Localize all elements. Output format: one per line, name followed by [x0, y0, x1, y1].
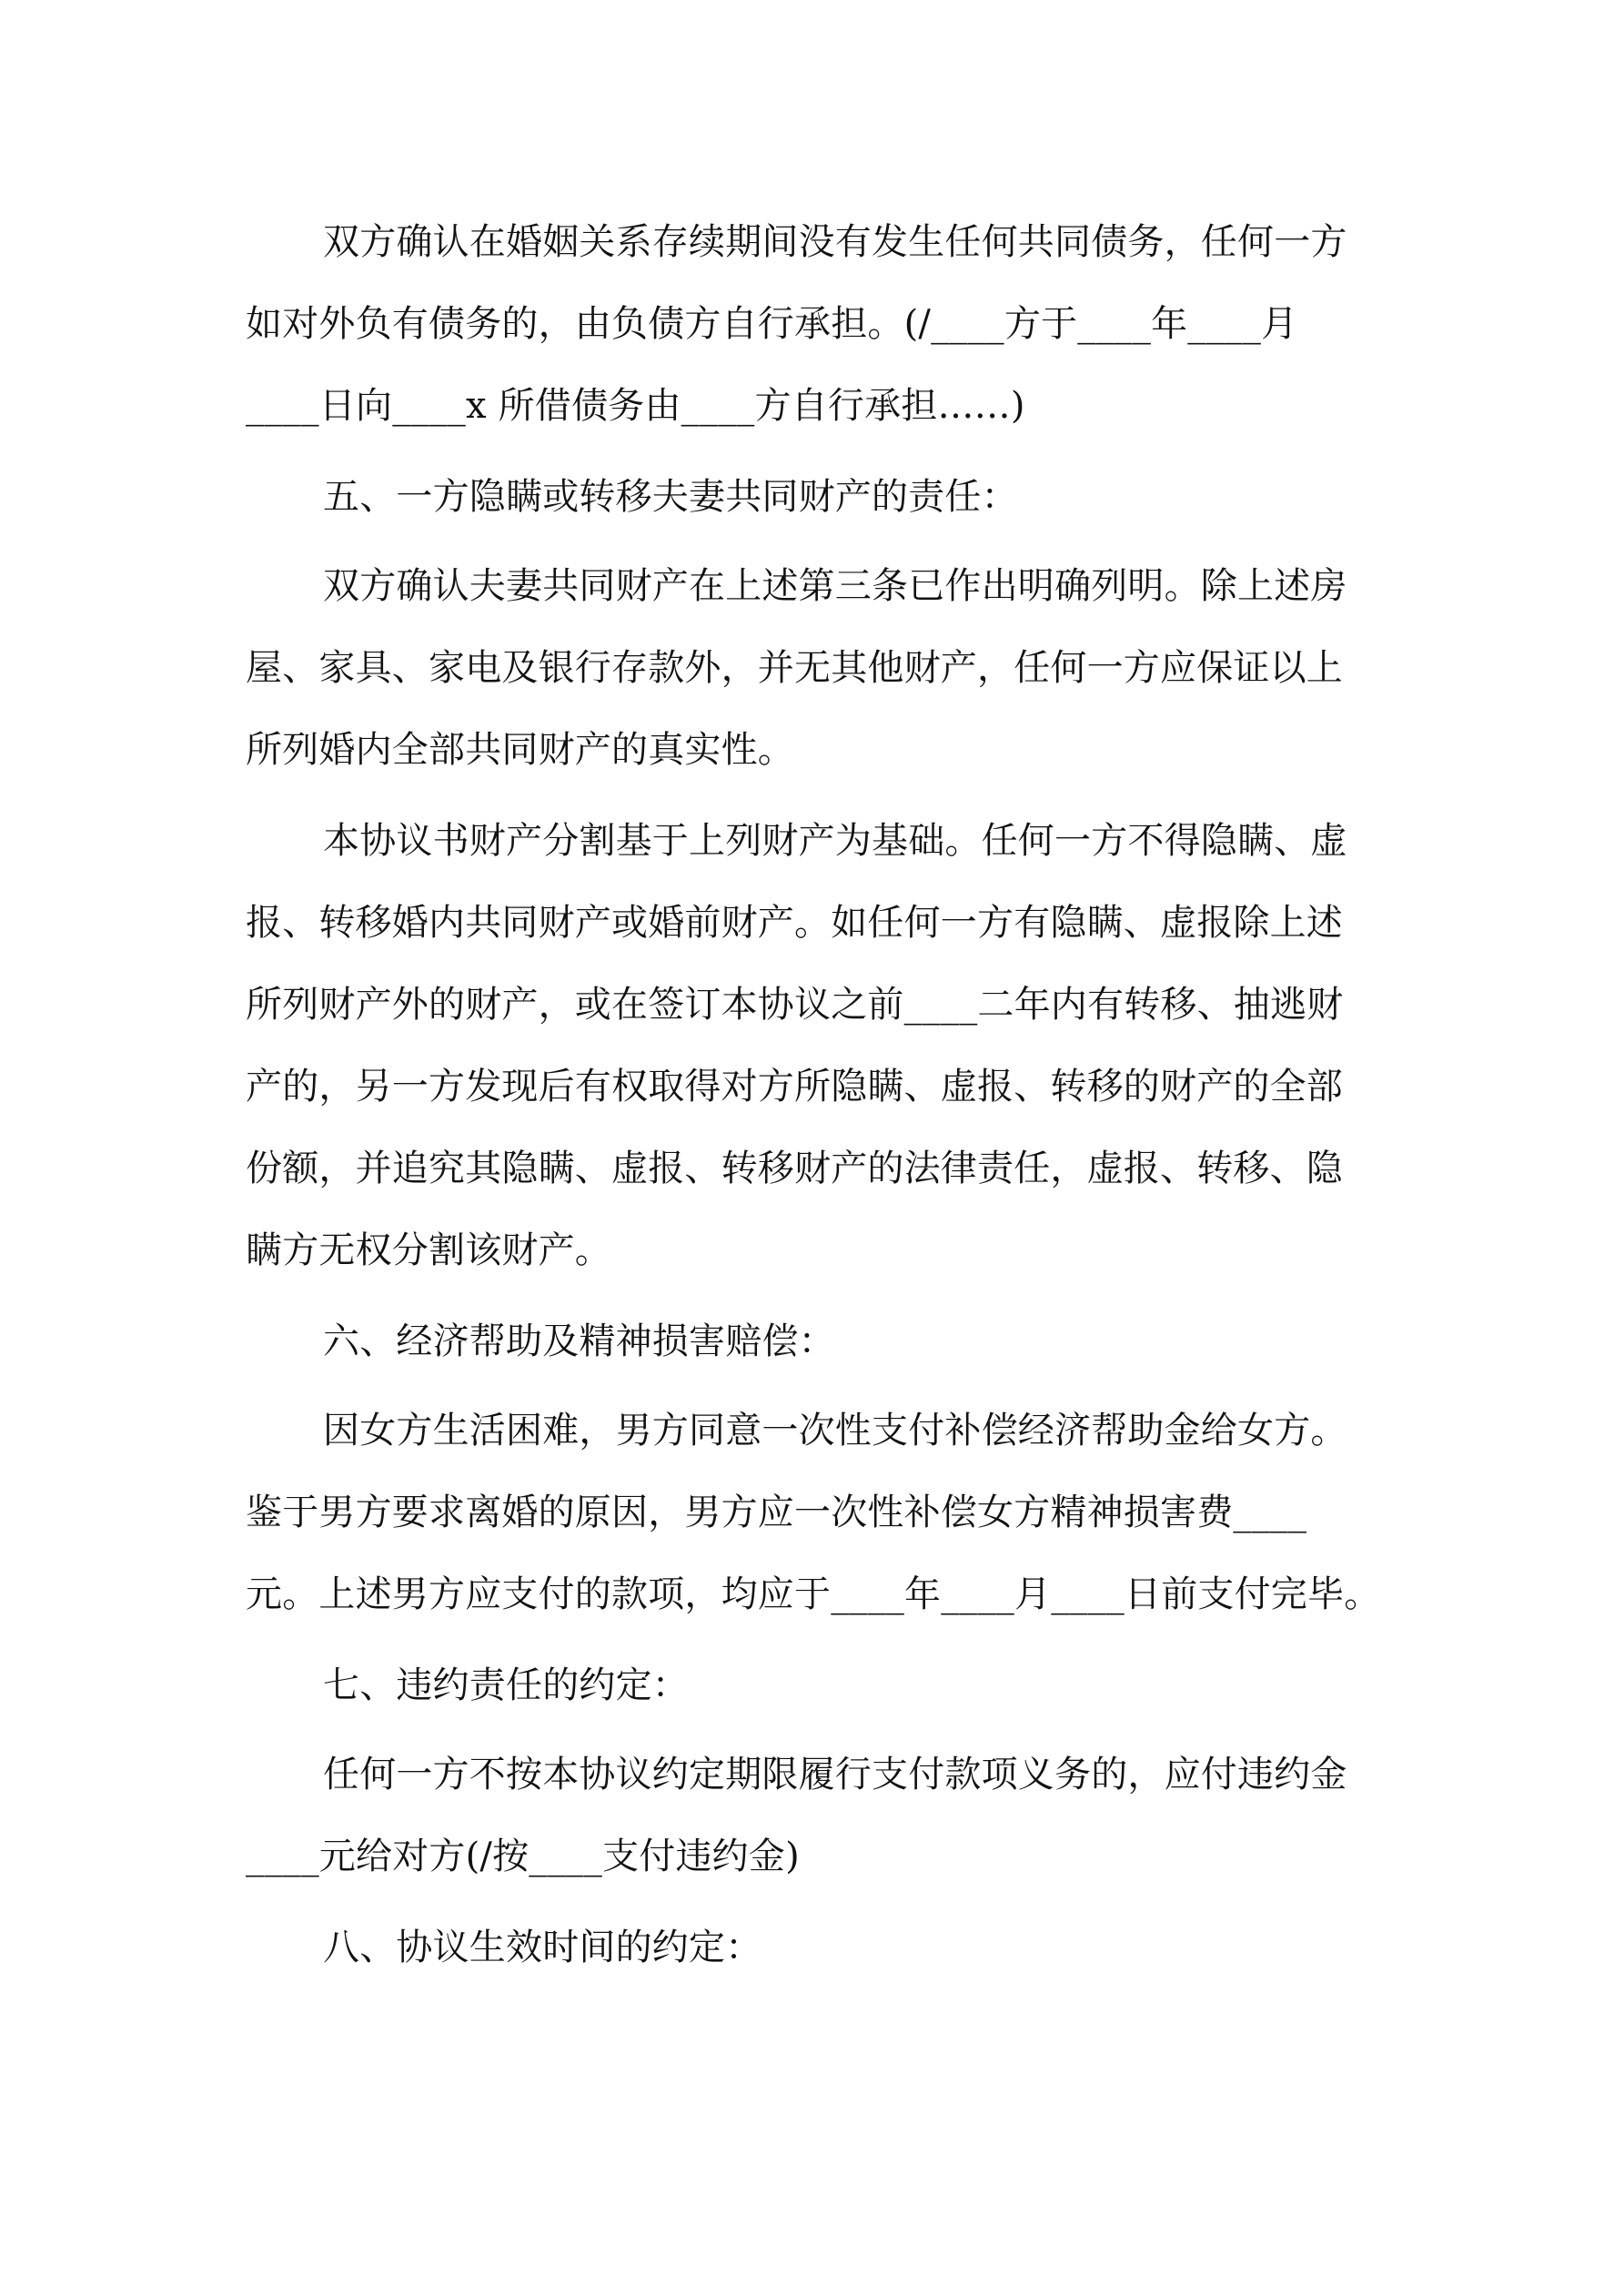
paragraph-line: 任何一方不按本协议约定期限履行支付款项义务的，应付违约金: [323, 1754, 1347, 1795]
paragraph-line: 本协议书财产分割基于上列财产为基础。任何一方不得隐瞒、虚: [323, 820, 1347, 862]
paragraph-line: 产的，另一方发现后有权取得对方所隐瞒、虚报、转移的财产的全部: [246, 1066, 1343, 1108]
paragraph-line: 鉴于男方要求离婚的原因，男方应一次性补偿女方精神损害费____: [246, 1492, 1307, 1533]
paragraph-line: 如对外负有债务的，由负债方自行承担。(/____方于____年____月: [246, 303, 1298, 345]
paragraph-line: ____日向____x 所借债务由____方自行承担……): [246, 385, 1025, 427]
paragraph-line: 所列财产外的财产，或在签订本协议之前____二年内有转移、抽逃财: [246, 984, 1344, 1026]
paragraph-line: 瞒方无权分割该财产。: [246, 1229, 611, 1271]
paragraph-line: ____元给对方(/按____支付违约金): [246, 1836, 800, 1877]
section-heading: 七、违约责任的约定：: [323, 1664, 689, 1706]
paragraph-line: 份额，并追究其隐瞒、虚报、转移财产的法律责任，虚报、转移、隐: [246, 1148, 1343, 1189]
section-heading: 六、经济帮助及精神损害赔偿：: [323, 1320, 835, 1362]
paragraph-line: 双方确认夫妻共同财产在上述第三条已作出明确列明。除上述房: [323, 565, 1347, 607]
section-heading: 八、协议生效时间的约定：: [323, 1927, 762, 1968]
paragraph-line: 报、转移婚内共同财产或婚前财产。如任何一方有隐瞒、虚报除上述: [246, 902, 1343, 944]
paragraph-line: 所列婚内全部共同财产的真实性。: [246, 729, 794, 771]
paragraph-line: 双方确认在婚姻关系存续期间没有发生任何共同债务，任何一方: [323, 221, 1347, 263]
section-heading: 五、一方隐瞒或转移夫妻共同财产的责任：: [323, 476, 1018, 518]
paragraph-line: 因女方生活困难，男方同意一次性支付补偿经济帮助金给女方。: [323, 1410, 1347, 1451]
paragraph-line: 屋、家具、家电及银行存款外，并无其他财产，任何一方应保证以上: [246, 647, 1343, 689]
paragraph-line: 元。上述男方应支付的款项，均应于____年____月____日前支付完毕。: [246, 1573, 1381, 1615]
